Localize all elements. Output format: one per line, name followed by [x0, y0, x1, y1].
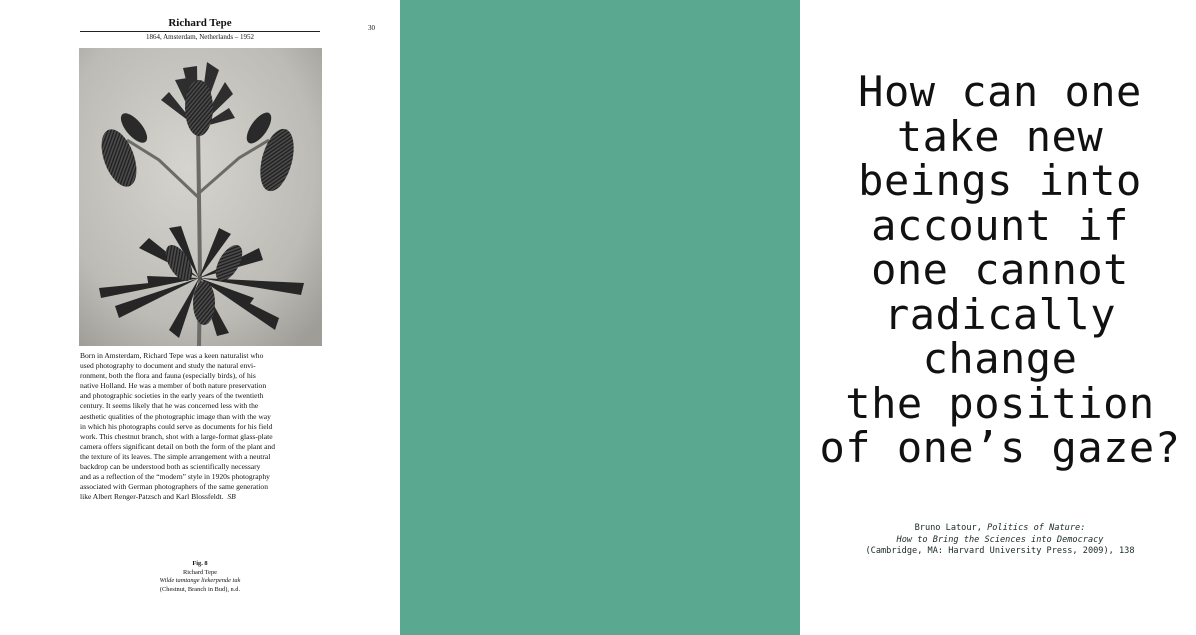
- body-line: ronment, both the flora and fauna (especially birds), of his: [80, 371, 256, 381]
- body-line: camera offers significant detail on both the form of the plant and: [80, 441, 275, 451]
- quote-line: account if: [871, 200, 1129, 250]
- chestnut-branch-photograph: [79, 48, 322, 346]
- source-title-1: Politics of Nature:: [987, 523, 1086, 533]
- body-line: native Holland. He was a member of both nature preservation: [80, 381, 267, 391]
- quote-line: change: [922, 334, 1078, 383]
- body-line: associated with German photographers of the same generation: [80, 482, 268, 492]
- artist-life-dates: 1864, Amsterdam, Netherlands – 1952: [80, 31, 320, 41]
- body-line: and as a reflection of the “modern” style in 1920s photography: [80, 472, 270, 482]
- body-line: in which his photographs could serve as documents for his field: [80, 421, 273, 431]
- body-line: used photography to document and study the natural envi-: [80, 361, 256, 371]
- page-number: 30: [368, 24, 375, 32]
- quote-line: beings into: [858, 156, 1142, 205]
- quote-line: the position: [845, 378, 1155, 428]
- artist-name: Richard Tepe: [168, 17, 232, 29]
- body-line: backdrop can be understood both as scientifically necessary: [80, 462, 261, 472]
- body-line: and photographic societies in the early years of the twentieth: [80, 391, 264, 401]
- figure-number: Fig. 8: [192, 560, 208, 567]
- figure-caption: [80, 560, 320, 594]
- body-line: the texture of its leaves. The simple arrangement with a neutral: [80, 451, 271, 461]
- caption-artist: Richard Tepe: [182, 568, 218, 576]
- body-line: century. It seems likely that he was concerned less with the: [80, 401, 259, 411]
- latour-quote: [804, 67, 1196, 472]
- body-line-text: like Albert Renger-Patzsch and Karl Blossfeldt.: [80, 492, 224, 502]
- left-page: [0, 0, 400, 635]
- quote-line: of one’s gaze?: [819, 423, 1181, 472]
- quote-line: How can one: [858, 67, 1142, 116]
- body-text: [80, 351, 322, 502]
- right-page: [400, 0, 1181, 635]
- quote-line: radically: [883, 289, 1117, 339]
- quote-line: one cannot: [871, 245, 1129, 294]
- source-title-2: How to Bring the Sciences into Democracy: [896, 534, 1104, 545]
- body-line: Born in Amsterdam, Richard Tepe was a keen naturalist who: [80, 351, 264, 360]
- caption-title: Wilde tamtange liekerpende tak: [159, 577, 241, 585]
- quote-line: take new: [896, 111, 1104, 161]
- source-author: Bruno Latour,: [914, 523, 982, 533]
- body-line: work. This chestnut branch, shot with a large-format glass-plate: [80, 431, 273, 441]
- body-line-last: [80, 492, 322, 502]
- source-publisher: (Cambridge, MA: Harvard University Press, 2009), 138: [865, 546, 1135, 556]
- body-line: aesthetic qualities of the photographic image than with the way: [80, 411, 271, 421]
- author-initials: SB: [227, 492, 236, 502]
- caption-subtitle: (Chestnut, Branch in Bud), n.d.: [159, 585, 241, 593]
- quote-source: [804, 523, 1196, 558]
- source-line-1: [804, 523, 1196, 535]
